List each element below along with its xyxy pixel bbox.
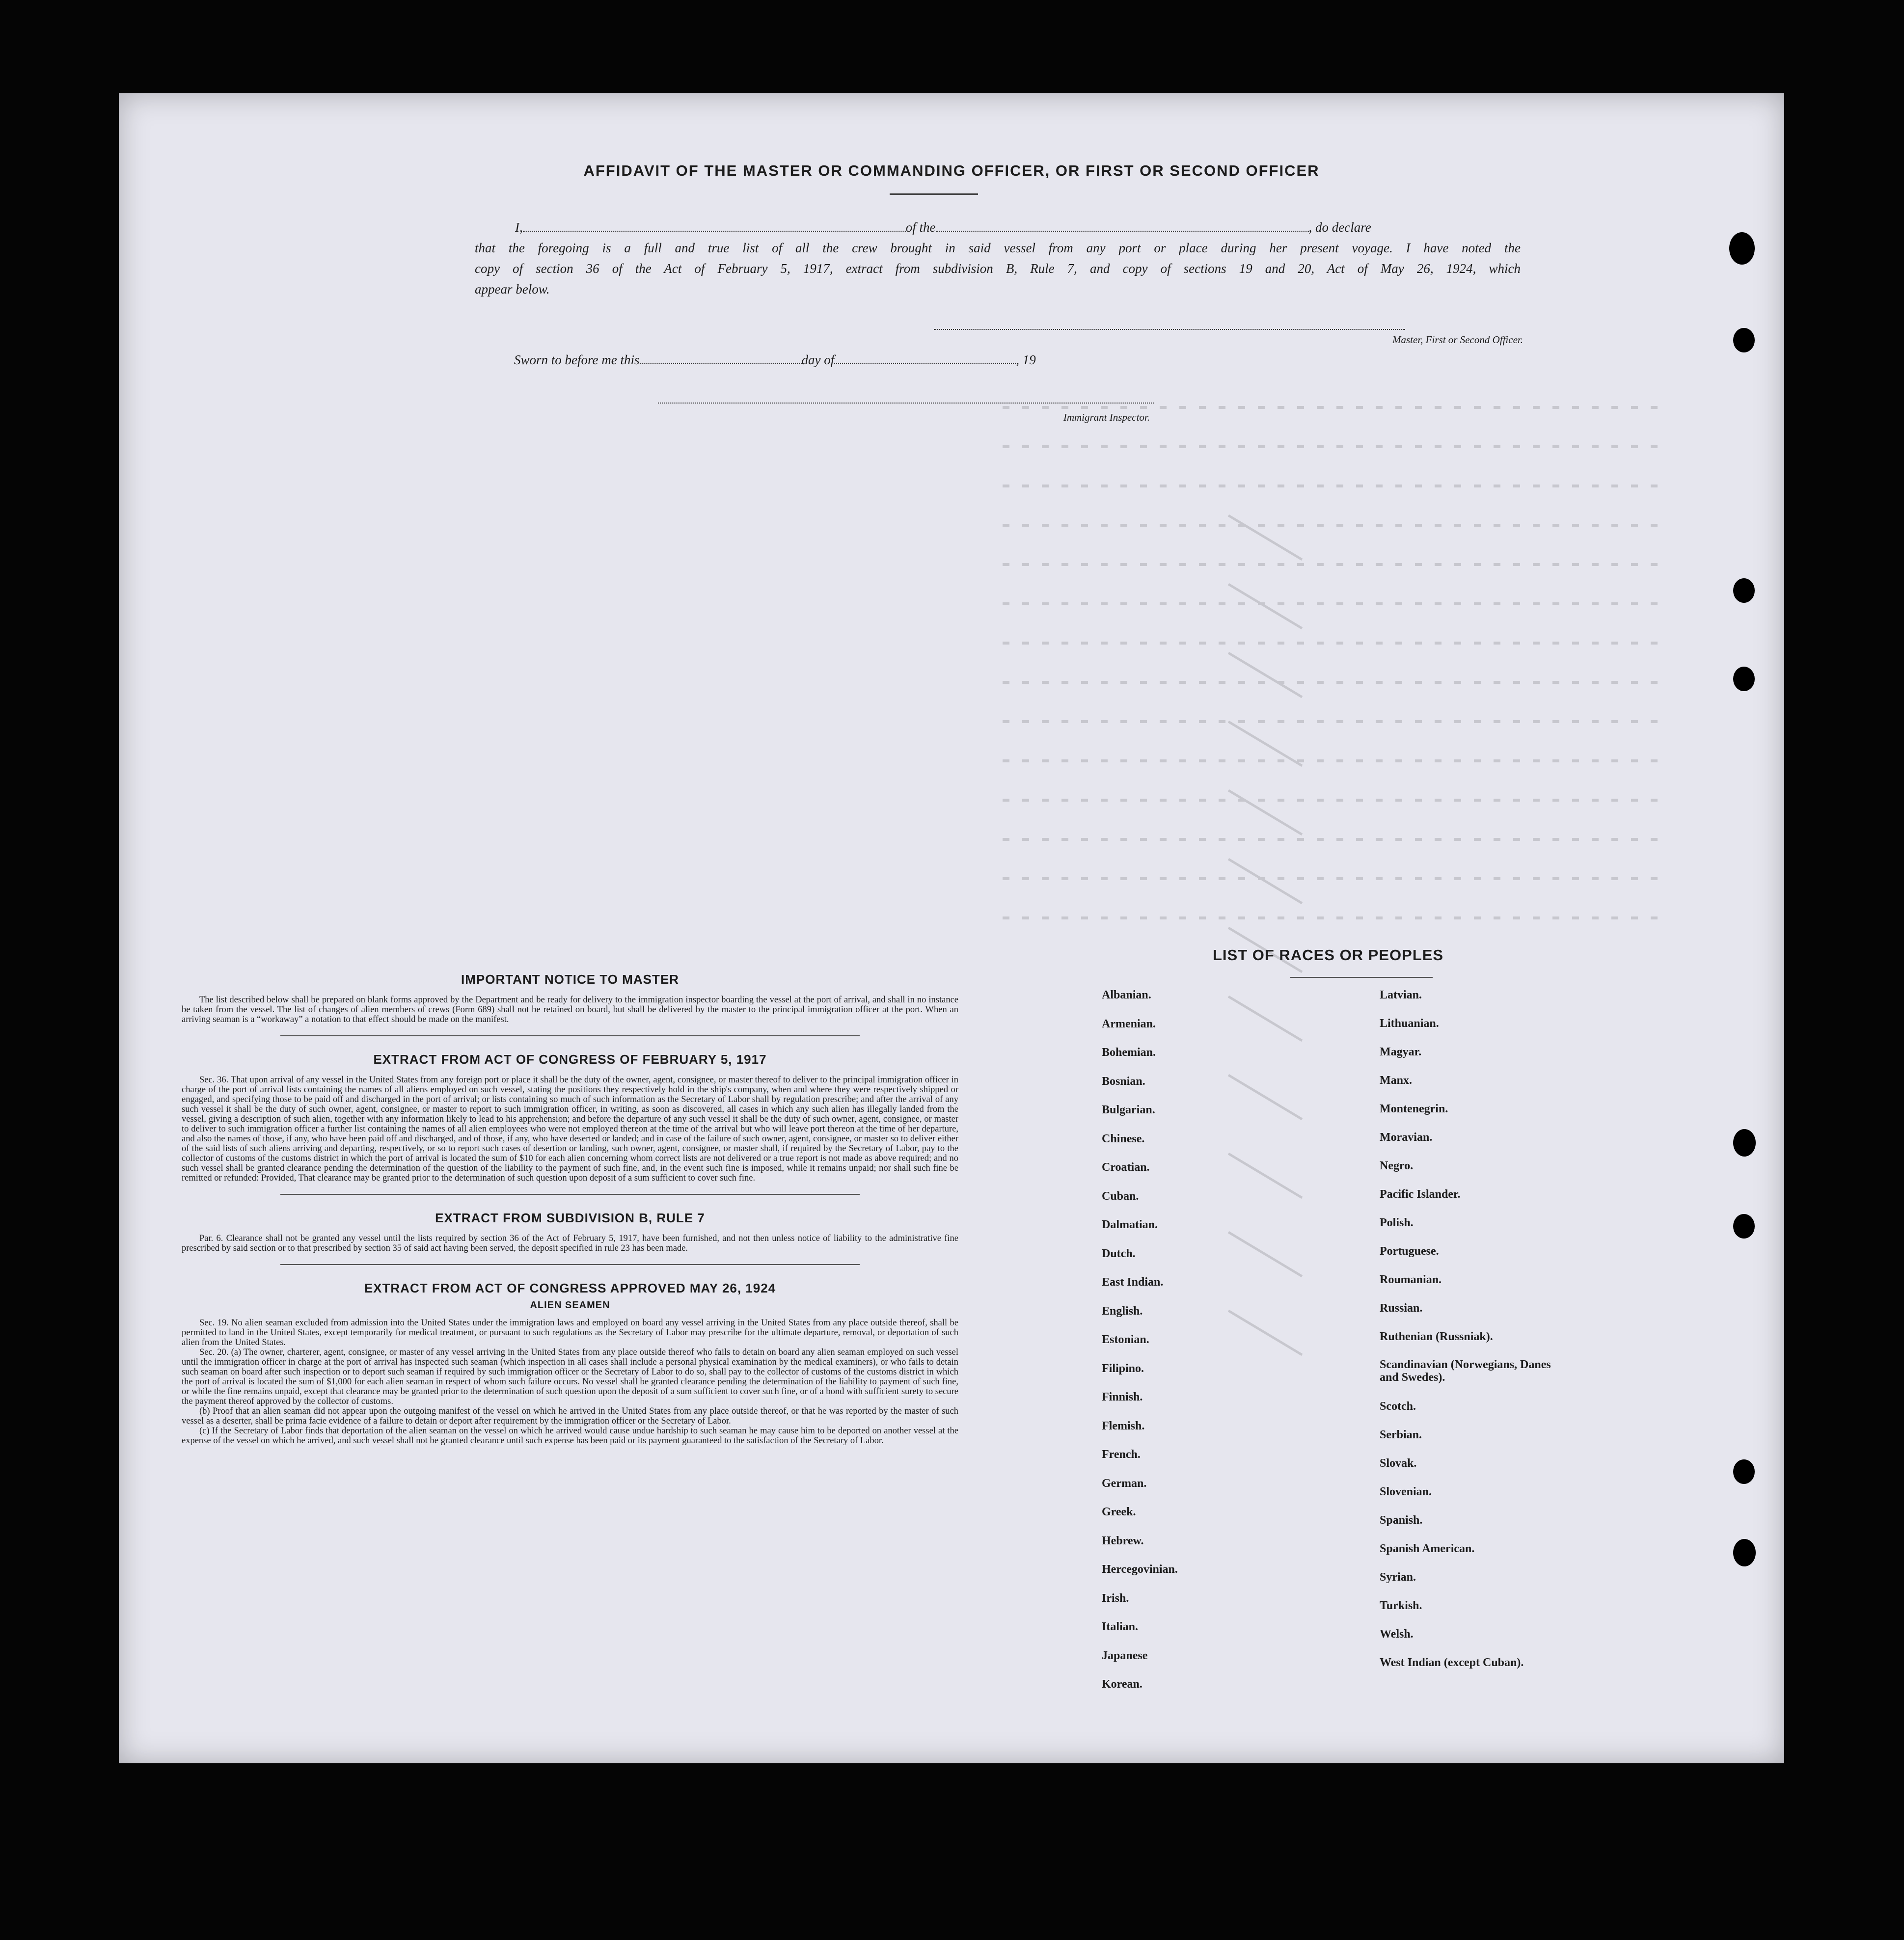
extract-1917-text: Sec. 36. That upon arrival of any vessel in the United States from any foreign port or place it shall be the duty of the owner, agent, consignee, or master thereof to deliver to the principal immigration officer in charge of the port of arrival lists containing the names of all aliens employed on such vessel, stating the positions they respectively hold in the ship's company, when and where they were respectively shipped or engaged, and specifying those to be paid off and discharged in the port of arrival; or lists containing so much of such information as the Secretary of Labor shall by regulation prescribe; and after the arrival of any such vessel it shall be the duty of such owner, agent, consignee, or master to report to such immigration officer, in writing, as soon as discovered, all cases in which any such alien has illegally landed from the vessel, giving a description of such alien, together with any information likely to lead to his apprehension; and before the departure of any such vessel it shall be the duty of such owner, agent, consignee, or master to deliver to such immigration officer a further list containing the names of all alien employees who were not employed thereon at the time of the arrival but who will leave port thereon at the time of her departure, and also the names of those, if any, who have been paid off and discharged, and of those, if any, who have deserted or landed; and in case of the failure of such owner, agent, consignee, or master so to deliver either of the said lists of such aliens arriving and departing, respectively, or so to report such cases of desertion or landing, such owner, agent, consignee, or master shall, if required by the Secretary of Labor, pay to the collector of customs of the customs district in which the port of arrival is located the sum of $10 for each alien concerning whom correct lists are not delivered or a true report is not made as above required; and no such vessel shall be granted clearance pending the determination of the question of the liability to the payment of such fine, and, in the event such fine is imposed, while it remains unpaid; nor shall such fine be remitted or refunded: Provided, That clearance may be granted prior to the determination of such question upon deposit of a sum sufficient to cover such fine. <box>182 1075 958 1183</box>
race-item: Flemish. <box>1102 1419 1145 1432</box>
punch-hole <box>1733 1214 1755 1239</box>
notice-text: The list described below shall be prepared on blank forms approved by the Department and be ready for delivery to the immigration inspector boarding the vessel at the port of arrival, and shall in no instance be taken from the vessel. The list of changes of alien members of crews (Form 689) shall not be retained on board, but shall be delivered by the master to the principal immigration officer at the port. When an arriving seaman is a “workaway” a notation to that effect should be made on the manifest. <box>182 995 958 1024</box>
master-name-field <box>523 220 906 232</box>
race-item: East Indian. <box>1102 1276 1164 1289</box>
race-item: Japanese <box>1102 1649 1148 1662</box>
extract-1924-title: EXTRACT FROM ACT OF CONGRESS APPROVED MAY 26, 1924 <box>364 1281 776 1295</box>
race-item: Bohemian. <box>1102 1046 1156 1059</box>
race-item: Filipino. <box>1102 1362 1144 1375</box>
race-item: Moravian. <box>1380 1131 1433 1144</box>
race-item: Portuguese. <box>1380 1245 1439 1258</box>
race-item: Bosnian. <box>1102 1075 1145 1088</box>
race-item: Montenegrin. <box>1380 1103 1448 1115</box>
sworn-month-field <box>834 352 1016 364</box>
race-item: Lithuanian. <box>1380 1017 1439 1030</box>
race-item: Estonian. <box>1102 1333 1149 1346</box>
race-item: Scandinavian (Norwegians, Danes and Swedes). <box>1380 1358 1551 1384</box>
race-item: Dutch. <box>1102 1247 1136 1260</box>
race-item: Irish. <box>1102 1591 1129 1605</box>
race-item: German. <box>1102 1477 1147 1490</box>
race-item: Latvian. <box>1380 989 1422 1001</box>
extract-rule7-text: Par. 6. Clearance shall not be granted any vessel until the lists required by section 36 of the Act of February 5, 1917, have been furnished, and not then unless notice of liability to the administrative fine prescribed by said section or to that prescribed by section 35 of said act having been served, the deposit specified in rule 23 has been made. <box>182 1234 958 1253</box>
vessel-name-field <box>936 220 1309 232</box>
punch-hole <box>1733 578 1755 603</box>
race-item: French. <box>1102 1448 1141 1461</box>
race-item: Armenian. <box>1102 1017 1156 1030</box>
race-item: Spanish. <box>1380 1514 1423 1527</box>
sworn-day-of: day of <box>801 352 835 367</box>
race-item: Scotch. <box>1380 1400 1416 1413</box>
race-item: Hercegovinian. <box>1102 1563 1178 1576</box>
document-page <box>119 93 1784 1763</box>
master-signature-line <box>934 329 1405 330</box>
separator <box>280 1264 860 1265</box>
punch-hole <box>1733 1129 1756 1157</box>
race-item: Slovenian. <box>1380 1485 1432 1498</box>
race-item: Serbian. <box>1380 1428 1422 1441</box>
punch-hole <box>1733 1459 1755 1484</box>
race-item: Cuban. <box>1102 1189 1139 1203</box>
race-item: Welsh. <box>1380 1628 1414 1641</box>
race-item: Pacific Islander. <box>1380 1188 1461 1201</box>
races-title: LIST OF RACES OR PEOPLES <box>1213 946 1444 964</box>
separator <box>280 1194 860 1195</box>
inspector-signature-label: Immigrant Inspector. <box>1063 411 1150 423</box>
races-underline <box>1290 977 1433 978</box>
sec20b-text: (b) Proof that an alien seaman did not appear upon the outgoing manifest of the vessel on which he arrived in the United States from any place outside thereof, or that he was reported by the master of such vessel as a deserter, shall be prima facie evidence of a failure to detain or deport after requirement by the immigration officer or the Secretary of Labor. <box>182 1406 958 1426</box>
punch-hole <box>1733 1539 1756 1566</box>
race-item: Manx. <box>1380 1074 1412 1087</box>
sec20a-text: Sec. 20. (a) The owner, charterer, agent, consignee, or master of any vessel arriving in the United States from any place outside thereof who fails to detain on board any alien seaman employed on such vessel until the immigration officer in charge at the port of arrival has inspected such seaman (which inspection in all cases shall include a personal physical examination by the medical examiners), or who fails to detain such seaman on board after such inspection or to deport such seaman if required by such immigration officer or the Secretary of Labor to do so, shall pay to the collector of customs of the customs district in which the port of arrival is located the sum of $1,000 for each alien seaman in respect of whom such failure occurs. No vessel shall be granted clearance pending the determination of the liability to payment of such fine, or while the fine remains unpaid, except that clearance may be granted prior to the determination of such question upon the deposit of a sum sufficient to cover such fine, or of a bond with sufficient surety to secure the payment thereof approved by the collector of customs. <box>182 1347 958 1406</box>
race-item: West Indian (except Cuban). <box>1380 1656 1524 1669</box>
race-item: Dalmatian. <box>1102 1218 1158 1231</box>
sec19-text: Sec. 19. No alien seaman excluded from admission into the United States under the immigration laws and employed on board any vessel arriving in the United States from any place outside thereof, shall be permitted to land in the United States, except temporarily for medical treatment, or pursuant to such regulations as the Secretary of Labor may prescribe for the ultimate departure, removal, or deportation of such alien from the United States. <box>182 1318 958 1347</box>
affidavit-do-declare: , do declare <box>1308 220 1371 235</box>
punch-hole <box>1729 232 1755 265</box>
extract-1924-subtitle: ALIEN SEAMEN <box>530 1300 610 1311</box>
race-item: Russian. <box>1380 1302 1423 1315</box>
legal-notices <box>182 972 958 1446</box>
race-item: Finnish. <box>1102 1391 1143 1403</box>
race-item: Spanish American. <box>1380 1542 1475 1555</box>
race-item: Chinese. <box>1102 1132 1145 1145</box>
bleed-through-texture <box>119 93 1784 1763</box>
separator <box>280 1035 860 1036</box>
race-item: Hebrew. <box>1102 1534 1144 1547</box>
race-item: Croatian. <box>1102 1161 1150 1174</box>
affidavit-line-4: appear below. <box>475 282 550 296</box>
affidavit-line-1 <box>475 217 1521 238</box>
master-signature-label: Master, First or Second Officer. <box>1392 334 1523 346</box>
race-item: Italian. <box>1102 1620 1139 1633</box>
sec20c-text: (c) If the Secretary of Labor finds that deportation of the alien seaman on the vessel on which he arrived would cause undue hardship to such seaman he may cause him to be deported on another vessel at the expense of the vessel on which he arrived, and such vessel shall not be granted clearance until such expense has been paid or its payment guaranteed to the satisfaction of the Secretary of Labor. <box>182 1426 958 1446</box>
race-item: Syrian. <box>1380 1571 1416 1584</box>
extract-1917-title: EXTRACT FROM ACT OF CONGRESS OF FEBRUARY 5, 1917 <box>373 1052 767 1067</box>
race-item: Polish. <box>1380 1216 1414 1229</box>
race-item: Bulgarian. <box>1102 1104 1155 1116</box>
punch-hole <box>1733 667 1755 691</box>
race-item: Albanian. <box>1102 989 1151 1001</box>
race-item: Magyar. <box>1380 1046 1422 1058</box>
inspector-signature-line <box>658 403 1154 404</box>
affidavit-title: AFFIDAVIT OF THE MASTER OR COMMANDING OFFICER, OR FIRST OR SECOND OFFICER <box>583 162 1320 179</box>
race-item: Roumanian. <box>1380 1273 1442 1286</box>
sworn-line <box>475 350 1521 370</box>
punch-hole <box>1733 328 1755 352</box>
race-item: Ruthenian (Russniak). <box>1380 1330 1493 1343</box>
sworn-year-prefix: , 19 <box>1016 352 1036 367</box>
affidavit-line-3: copy of section 36 of the Act of February 5, 1917, extract from subdivision B, Rule 7, and copy of sections 19 and 20, Act of May 26, 1924, which <box>475 261 1521 276</box>
affidavit-of-the: of the <box>905 220 936 235</box>
affidavit-i: I, <box>515 220 523 235</box>
affidavit-line-2: that the foregoing is a full and true list of all the crew brought in said vessel from any port or place during her present voyage. I have noted the <box>475 241 1521 255</box>
notice-title: IMPORTANT NOTICE TO MASTER <box>461 972 679 987</box>
extract-rule7-title: EXTRACT FROM SUBDIVISION B, RULE 7 <box>435 1211 705 1225</box>
race-item: Greek. <box>1102 1506 1136 1518</box>
sworn-prefix: Sworn to before me this <box>514 352 640 367</box>
race-item: Negro. <box>1380 1159 1414 1172</box>
race-item: Turkish. <box>1380 1599 1422 1612</box>
race-item: Slovak. <box>1380 1457 1417 1470</box>
title-underline <box>890 193 978 195</box>
race-item: English. <box>1102 1304 1143 1318</box>
race-item: Korean. <box>1102 1678 1142 1691</box>
sworn-day-field <box>640 352 802 364</box>
